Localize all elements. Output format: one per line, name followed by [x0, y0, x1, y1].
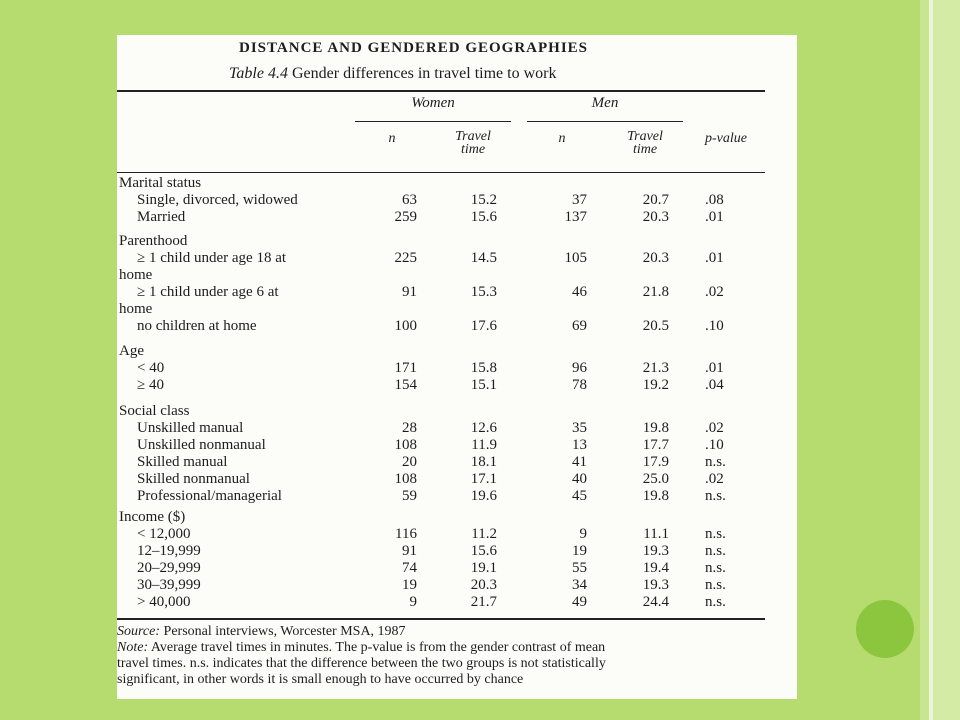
source-label: Source: [117, 624, 161, 639]
cell-p-value: n.s. [705, 454, 726, 470]
cell-men-time: 20.7 [642, 192, 669, 208]
cell-women-n: 154 [394, 377, 417, 393]
row-label: Skilled nonmanual [137, 471, 250, 487]
cell-men-n: 13 [572, 437, 587, 453]
source-text: Personal interviews, Worcester MSA, 1987 [163, 624, 406, 639]
row-label: < 40 [137, 360, 165, 376]
top-rule [117, 90, 765, 92]
cell-women-time: 18.1 [470, 454, 497, 470]
cell-p-value: n.s. [705, 543, 726, 559]
row-label: home [119, 301, 153, 317]
cell-women-n: 100 [394, 318, 417, 334]
cell-women-n: 63 [402, 192, 417, 208]
cell-p-value: n.s. [705, 577, 726, 593]
cell-p-value: .10 [705, 437, 724, 453]
cell-men-time: 19.2 [642, 377, 669, 393]
cell-women-n: 91 [402, 543, 417, 559]
cell-women-n: 91 [402, 284, 417, 300]
cell-men-n: 9 [579, 526, 587, 542]
source-note [117, 624, 406, 640]
cell-p-value: n.s. [705, 526, 726, 542]
section-title: Income ($) [119, 509, 186, 525]
header-rule [117, 172, 765, 173]
table-caption [229, 65, 556, 83]
cell-women-time: 15.2 [470, 192, 497, 208]
cell-p-value: .01 [705, 250, 724, 266]
col-men-travel-l1: Travel [627, 129, 663, 144]
cell-men-n: 41 [572, 454, 587, 470]
cell-p-value: n.s. [705, 560, 726, 576]
row-label: no children at home [137, 318, 257, 334]
cell-women-time: 19.6 [470, 488, 497, 504]
cell-women-n: 171 [394, 360, 417, 376]
cell-p-value: n.s. [705, 488, 726, 504]
group-women: Women [411, 95, 455, 111]
cell-men-n: 37 [572, 192, 587, 208]
cell-men-time: 11.1 [643, 526, 669, 542]
cell-women-n: 9 [409, 594, 417, 610]
cell-women-time: 11.2 [471, 526, 497, 542]
cell-men-n: 45 [572, 488, 587, 504]
cell-men-time: 20.3 [642, 250, 669, 266]
col-men-travel [617, 130, 673, 156]
cell-men-n: 49 [572, 594, 587, 610]
cell-men-n: 78 [572, 377, 587, 393]
row-label: Unskilled manual [137, 420, 244, 436]
row-label: ≥ 1 child under age 6 at [137, 284, 279, 300]
cell-women-time: 14.5 [470, 250, 497, 266]
col-women-travel [445, 130, 501, 156]
cell-men-time: 17.7 [642, 437, 669, 453]
cell-men-time: 21.8 [642, 284, 669, 300]
cell-women-n: 108 [394, 471, 417, 487]
cell-men-n: 69 [572, 318, 587, 334]
cell-women-time: 17.1 [470, 471, 497, 487]
cell-men-n: 19 [572, 543, 587, 559]
men-rule [527, 121, 683, 122]
cell-p-value: .04 [705, 377, 724, 393]
cell-p-value: .02 [705, 471, 724, 487]
cell-women-time: 20.3 [470, 577, 497, 593]
row-label: 20–29,999 [137, 560, 201, 576]
note-line: travel times. n.s. indicates that the difference between the two groups is not statistically [117, 656, 606, 671]
cell-women-time: 12.6 [470, 420, 497, 436]
row-label: Skilled manual [137, 454, 228, 470]
cell-men-time: 21.3 [642, 360, 669, 376]
section-title: Parenthood [119, 233, 188, 249]
row-label: Single, divorced, widowed [137, 192, 298, 208]
row-label: < 12,000 [137, 526, 191, 542]
cell-women-time: 15.3 [470, 284, 497, 300]
col-p-value: p-value [705, 131, 747, 146]
cell-men-n: 35 [572, 420, 587, 436]
cell-women-n: 74 [402, 560, 417, 576]
row-label: ≥ 40 [137, 377, 164, 393]
col-women-n: n [388, 131, 396, 146]
cell-women-time: 19.1 [470, 560, 497, 576]
note-line [117, 640, 605, 656]
cell-p-value: .01 [705, 360, 724, 376]
cell-men-n: 34 [572, 577, 587, 593]
note-text: Average travel times in minutes. The p-value is from the gender contrast of mean [150, 640, 606, 655]
row-label: Unskilled nonmanual [137, 437, 266, 453]
col-women-travel-l1: Travel [455, 129, 491, 144]
cell-men-n: 40 [572, 471, 587, 487]
cell-women-n: 59 [402, 488, 417, 504]
cell-men-time: 19.3 [642, 577, 669, 593]
cell-men-n: 46 [572, 284, 587, 300]
col-men-travel-l2: time [632, 142, 658, 157]
page-header: DISTANCE AND GENDERED GEOGRAPHIES [239, 40, 589, 56]
section-title: Age [119, 343, 144, 359]
cell-women-n: 20 [402, 454, 417, 470]
row-label: > 40,000 [137, 594, 191, 610]
cell-women-n: 28 [402, 420, 417, 436]
cell-p-value: .10 [705, 318, 724, 334]
table-title: Gender differences in travel time to work [291, 65, 557, 82]
row-label: Married [137, 209, 186, 225]
note-line: significant, in other words it is small enough to have occurred by chance [117, 672, 524, 687]
section-title: Social class [119, 403, 190, 419]
decor-stripe [933, 0, 960, 720]
cell-women-time: 15.6 [470, 543, 497, 559]
women-rule [355, 121, 511, 122]
cell-men-time: 20.3 [642, 209, 669, 225]
cell-men-n: 55 [572, 560, 587, 576]
cell-men-time: 17.9 [642, 454, 669, 470]
cell-women-time: 15.8 [470, 360, 497, 376]
cell-p-value: .02 [705, 284, 724, 300]
cell-p-value: .01 [705, 209, 724, 225]
decor-stripe [920, 0, 929, 720]
cell-men-n: 96 [572, 360, 587, 376]
bottom-rule [117, 618, 765, 620]
group-men: Men [591, 95, 619, 111]
col-men-n: n [558, 131, 566, 146]
scanned-table-page [117, 35, 797, 699]
table-label: Table 4.4 [229, 65, 288, 82]
decor-circle [856, 600, 914, 658]
cell-p-value: .02 [705, 420, 724, 436]
col-women-travel-l2: time [460, 142, 486, 157]
cell-men-time: 19.8 [642, 420, 669, 436]
cell-women-n: 116 [395, 526, 417, 542]
cell-men-time: 19.8 [642, 488, 669, 504]
row-label: 30–39,999 [137, 577, 201, 593]
cell-women-time: 17.6 [470, 318, 497, 334]
cell-women-n: 19 [402, 577, 417, 593]
cell-women-time: 11.9 [471, 437, 497, 453]
row-label: home [119, 267, 153, 283]
row-label: 12–19,999 [137, 543, 201, 559]
note-label: Note: [117, 640, 149, 655]
cell-women-n: 225 [394, 250, 417, 266]
cell-men-time: 19.4 [642, 560, 669, 576]
cell-p-value: .08 [705, 192, 724, 208]
row-label: ≥ 1 child under age 18 at [137, 250, 287, 266]
row-label: Professional/managerial [137, 488, 282, 504]
cell-men-time: 20.5 [642, 318, 669, 334]
cell-men-n: 105 [564, 250, 587, 266]
cell-men-time: 25.0 [642, 471, 669, 487]
cell-women-time: 21.7 [470, 594, 497, 610]
section-title: Marital status [119, 175, 202, 191]
cell-women-time: 15.6 [470, 209, 497, 225]
cell-women-time: 15.1 [470, 377, 497, 393]
cell-men-time: 24.4 [642, 594, 669, 610]
cell-women-n: 259 [394, 209, 417, 225]
cell-women-n: 108 [394, 437, 417, 453]
cell-men-n: 137 [564, 209, 587, 225]
cell-p-value: n.s. [705, 594, 726, 610]
cell-men-time: 19.3 [642, 543, 669, 559]
